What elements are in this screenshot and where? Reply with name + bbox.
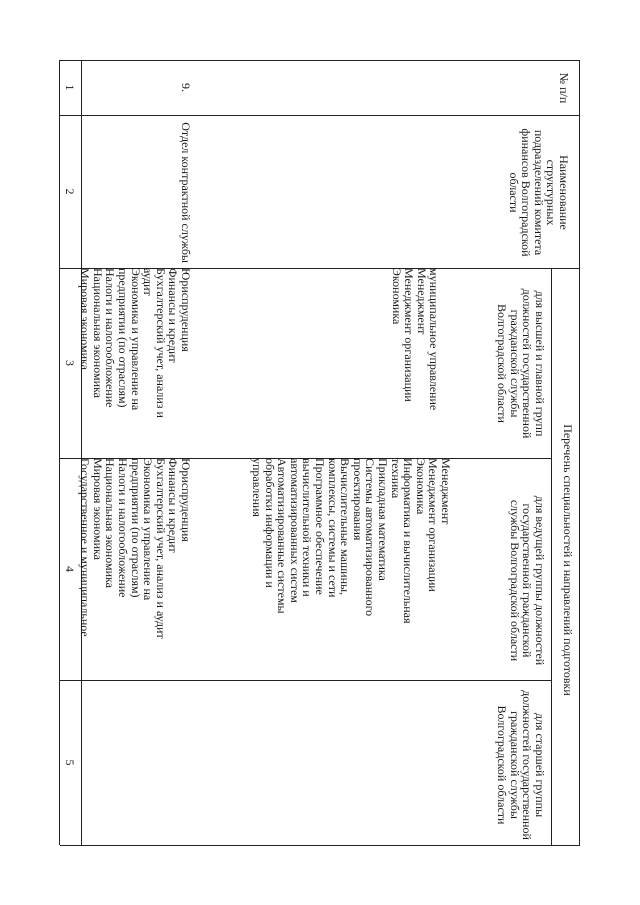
list-item: Национальная экономика <box>103 458 118 588</box>
col-sep-4 <box>60 680 552 681</box>
list-item: Менеджмент организации <box>402 268 417 402</box>
row9-name: Отдел контрактной службы <box>179 122 193 263</box>
list-item: Бухгалтерский учет, анализ и <box>153 268 168 418</box>
header-group-lead: для ведущей группы должностей государственной гражданской службы Волгоградской области <box>507 495 547 666</box>
continuation-col4 <box>251 458 453 680</box>
list-item: Экономика <box>413 458 428 515</box>
list-item: Менеджмент <box>439 458 453 525</box>
row9-num: 9. <box>179 83 193 92</box>
header-perechen: Перечень специальностей и направлений подготовки <box>561 424 575 696</box>
list-item: вычислительной техники и <box>300 458 315 597</box>
col-number-3: 3 <box>63 360 77 366</box>
list-item: Юриспруденция <box>179 458 193 542</box>
list-item: Прикладная математика <box>376 458 391 581</box>
col-number-5: 5 <box>63 759 77 766</box>
table-border-top <box>579 60 580 845</box>
header-group-high: для высшей и главной групп должностей государственной гражданской службы Волгоградской области <box>495 288 547 439</box>
list-item: Программное обеспечение <box>313 458 328 595</box>
list-item: автоматизированных систем <box>287 458 302 603</box>
list-item: Финансы и кредит <box>166 458 181 553</box>
list-item: техника <box>388 458 403 499</box>
list-item: Финансы и кредит <box>166 268 181 363</box>
col-number-2: 2 <box>63 188 77 195</box>
list-item: Автоматизированные системы <box>275 458 290 614</box>
list-item: Системы автоматизированного <box>363 458 378 617</box>
list-item: Юриспруденция <box>179 268 193 352</box>
list-item: проектирования <box>350 458 365 541</box>
list-item: комплексы, системы и сети <box>325 458 340 598</box>
list-item: Информатика и вычислительная <box>401 458 416 624</box>
list-item: Экономика <box>389 268 404 325</box>
header-group-senior: для старшей группы должностей государственной гражданской службы Волгоградской области <box>495 690 547 840</box>
col-number-4: 4 <box>63 566 77 572</box>
col3-prev-line: муниципальное управление <box>427 268 441 411</box>
list-item: управления <box>250 458 265 517</box>
list-item: Бухгалтерский учет, анализ и аудит <box>153 458 168 639</box>
list-item: Налоги и налогообложение <box>116 458 131 598</box>
list-item: Менеджмент <box>415 268 429 335</box>
list-item: Экономика и управление на <box>128 268 143 411</box>
list-item: Экономика и управление на <box>141 458 156 601</box>
header-name: Наименование структурных подразделений комитета финансов Волгоградской области <box>506 128 571 257</box>
list-item: Государственное и муниципальное <box>78 458 93 637</box>
list-item: предприятии (по отраслям) <box>128 458 143 598</box>
list-item: Налоги и налогообложение <box>103 268 118 408</box>
list-item: аудит <box>141 268 156 296</box>
list-item: Мировая экономика <box>90 458 105 560</box>
list-item: Национальная экономика <box>90 268 105 398</box>
col-sep-1 <box>60 115 580 116</box>
list-item: обработки информации и <box>262 458 277 588</box>
perechen-header-bottom <box>551 268 552 845</box>
row9-col4 <box>79 458 192 680</box>
list-item: Мировая экономика <box>78 268 93 370</box>
column-number-row-bottom <box>59 60 60 845</box>
col-number-1: 1 <box>63 84 77 91</box>
list-item: Вычислительные машины, <box>338 458 353 596</box>
list-item: Менеджмент организации <box>426 458 441 592</box>
header-num: № п/п <box>557 72 571 104</box>
row9-col3 <box>79 268 192 458</box>
continuation-col3 <box>390 268 428 458</box>
table-border-left <box>60 60 580 61</box>
table-border-right <box>60 845 580 846</box>
list-item: предприятии (по отраслям) <box>116 268 131 408</box>
